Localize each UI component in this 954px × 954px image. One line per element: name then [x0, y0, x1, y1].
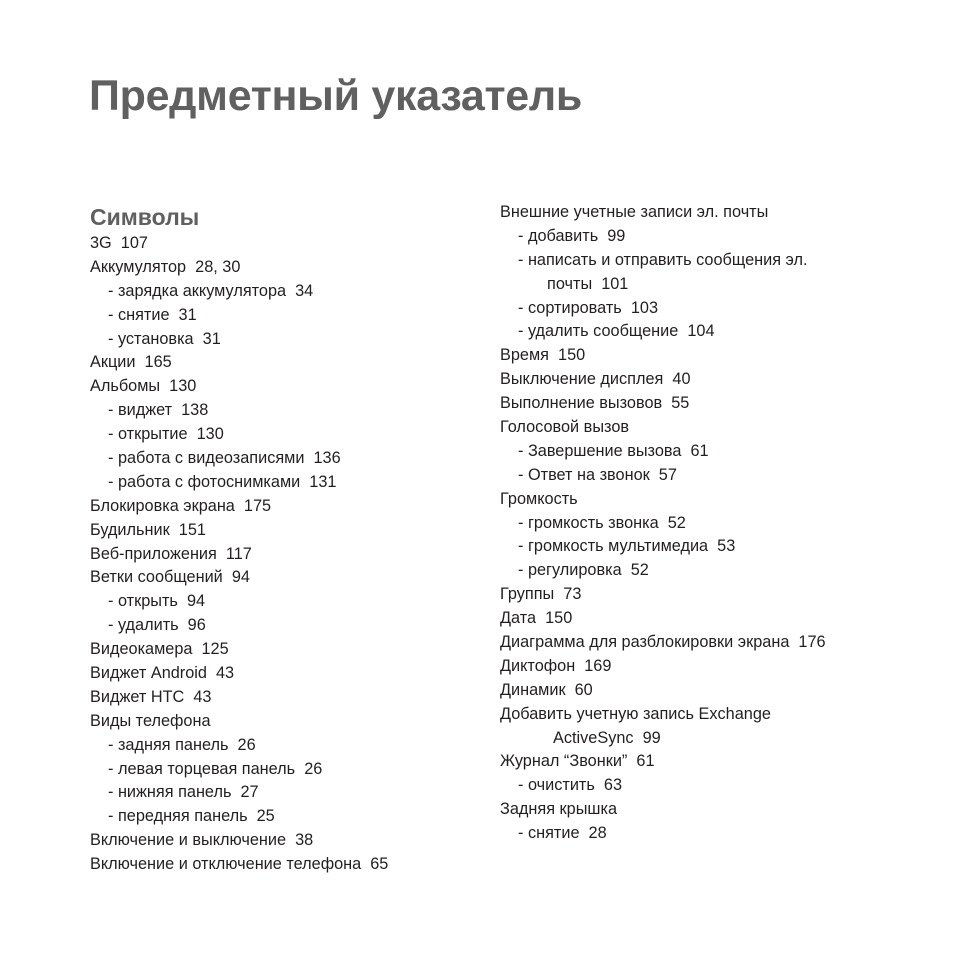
index-entry: Диаграмма для разблокировки экрана 176: [500, 633, 826, 652]
page-title: Предметный указатель: [89, 72, 582, 120]
index-subentry: - открытие 130: [108, 425, 224, 444]
index-subentry: - удалить сообщение 104: [518, 322, 715, 341]
index-subentry: - регулировка 52: [518, 561, 649, 580]
index-subentry: - громкость мультимедиа 53: [518, 537, 736, 556]
index-list-left: [90, 232, 490, 877]
index-subentry: - Ответ на звонок 57: [518, 465, 677, 484]
index-subentry: - работа с фотоснимками 131: [108, 472, 337, 491]
index-subentry: - громкость звонка 52: [518, 513, 686, 532]
index-entry: Голосовой вызов: [500, 418, 630, 437]
index-subentry: - Завершение вызова 61: [518, 441, 709, 460]
index-entry: Громкость: [500, 489, 578, 508]
index-column-left: [90, 204, 490, 877]
index-subentry: - работа с видеозаписями 136: [108, 449, 341, 468]
index-entry: Включение и выключение 38: [90, 831, 314, 850]
index-subentry: - нижняя панель 27: [108, 783, 259, 802]
index-subentry: - левая торцевая панель 26: [108, 759, 323, 778]
index-entry: Виды телефона: [90, 711, 211, 730]
index-entry: Задняя крышка: [500, 800, 618, 819]
index-subentry: - снятие 28: [518, 824, 607, 843]
index-entry: Добавить учетную запись Exchange: [500, 704, 771, 723]
index-entry: Виджет Android 43: [90, 664, 235, 683]
index-list-right: [500, 201, 900, 846]
index-subentry: - снятие 31: [108, 305, 197, 324]
index-entry: Акции 165: [90, 353, 172, 372]
index-subentry: - очистить 63: [518, 776, 623, 795]
index-entry: Виджет HTC 43: [90, 687, 212, 706]
index-subentry: - сортировать 103: [518, 298, 658, 317]
index-entry-continuation: ActiveSync 99: [553, 728, 661, 747]
index-column-right: [500, 201, 900, 846]
index-subentry: - задняя панель 26: [108, 735, 256, 754]
index-entry: Аккумулятор 28, 30: [90, 257, 241, 276]
index-subentry: - установка 31: [108, 329, 221, 348]
index-entry: Будильник 151: [90, 520, 206, 539]
index-subentry: - удалить 96: [108, 616, 206, 635]
index-subentry: - добавить 99: [518, 226, 626, 245]
index-entry: 3G 107: [90, 234, 148, 252]
index-subentry: - передняя панель 25: [108, 807, 275, 826]
index-entry: Время 150: [500, 346, 586, 365]
index-entry: Выключение дисплея 40: [500, 370, 691, 389]
section-heading: Символы: [90, 204, 200, 230]
index-subentry: - зарядка аккумулятора 34: [108, 281, 314, 300]
index-entry: Альбомы 130: [90, 377, 197, 396]
index-entry: Журнал “Звонки” 61: [500, 752, 655, 771]
index-entry: Включение и отключение телефона 65: [90, 855, 389, 874]
index-entry: Диктофон 169: [500, 656, 612, 675]
index-entry: Выполнение вызовов 55: [500, 394, 690, 413]
index-subentry: - виджет 138: [108, 401, 209, 420]
index-entry: Дата 150: [500, 609, 573, 628]
index-entry: Динамик 60: [500, 680, 593, 699]
index-subentry: - открыть 94: [108, 592, 206, 611]
index-entry: Внешние учетные записи эл. почты: [500, 203, 769, 221]
index-entry: Группы 73: [500, 585, 582, 604]
index-entry: Видеокамера 125: [90, 640, 229, 659]
index-entry: Блокировка экрана 175: [90, 496, 272, 515]
index-entry-continuation: почты 101: [547, 274, 629, 293]
index-entry: Ветки сообщений 94: [90, 568, 250, 587]
index-subentry: - написать и отправить сообщения эл.: [518, 250, 808, 269]
index-entry: Веб-приложения 117: [90, 544, 252, 563]
